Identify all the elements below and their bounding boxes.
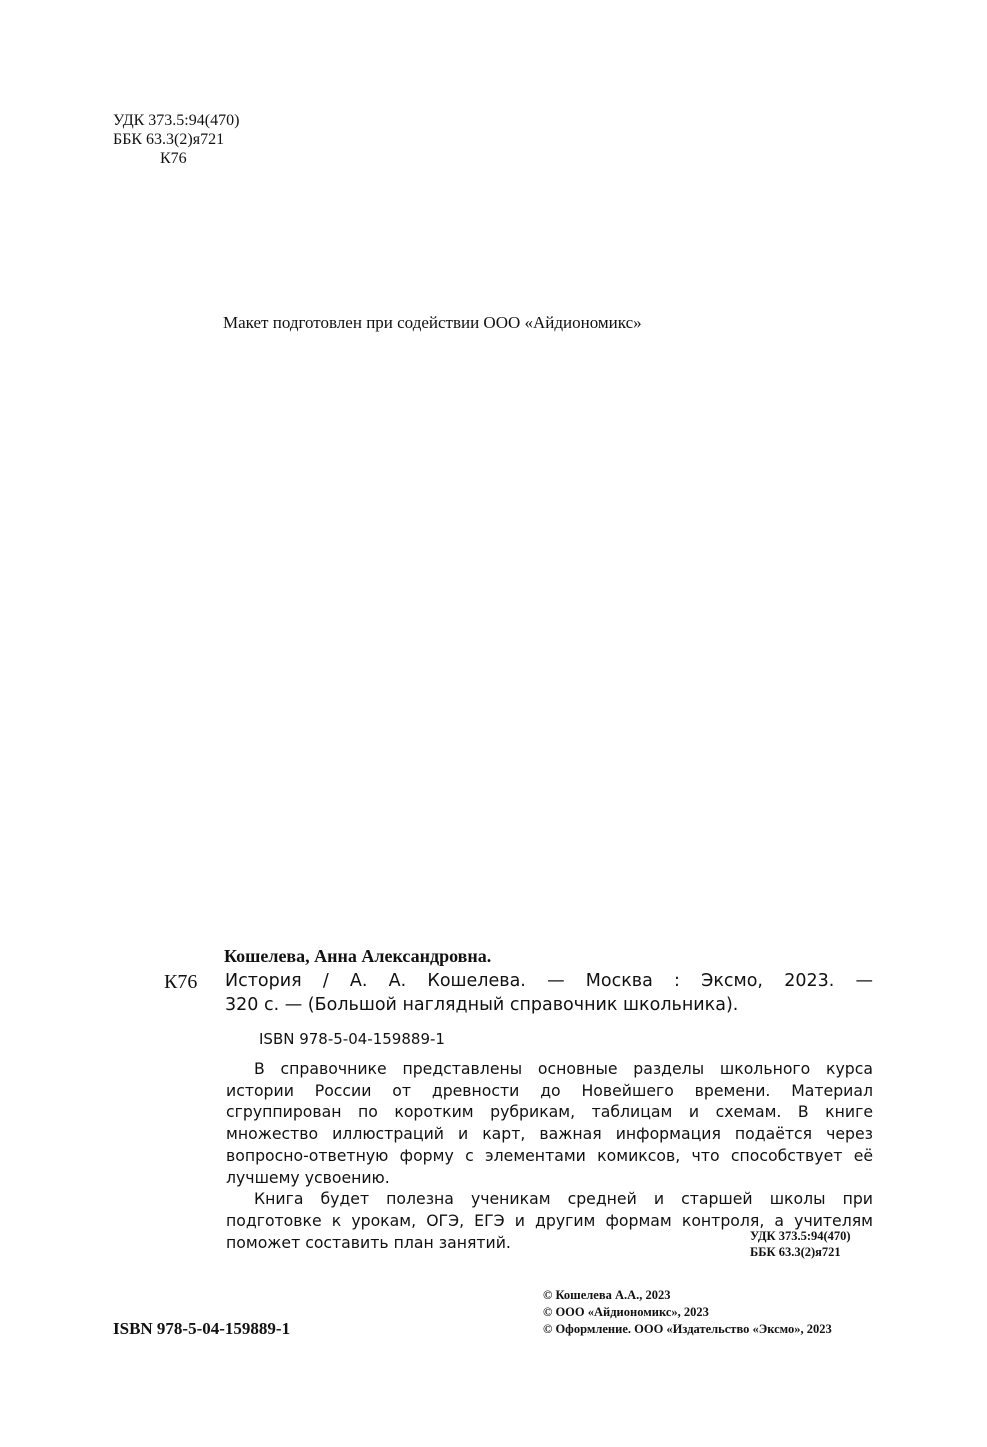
catalog-isbn: ISBN 978-5-04-159889-1	[259, 1030, 445, 1048]
bottom-udk-code: УДК 373.5:94(470)	[750, 1229, 851, 1243]
copyright-author: © Кошелева А.А., 2023	[543, 1288, 671, 1302]
catalog-author: Кошелева, Анна Александровна.	[224, 946, 492, 966]
copyright-eksmo: © Оформление. ООО «Издательство «Эксмо», 2023	[543, 1322, 832, 1336]
layout-credit: Макет подготовлен при содействии ООО «Айдиономикс»	[223, 313, 642, 332]
author-mark: К76	[160, 150, 187, 167]
catalog-description-line-2: 320 с. — (Большой наглядный справочник школьника).	[225, 995, 739, 1015]
abstract	[226, 1058, 873, 1253]
catalog-side-mark: К76	[164, 971, 198, 993]
bottom-bbk-code: ББК 63.3(2)я721	[750, 1245, 841, 1259]
udk-code: УДК 373.5:94(470)	[113, 112, 240, 129]
abstract-paragraph-2: Книга будет полезна ученикам средней и старшей школы при подготовке к урокам, ОГЭ, ЕГЭ и другим формам контроля, а учителям поможет составить план занятий.	[226, 1189, 873, 1252]
catalog-description-line-1: История / А. А. Кошелева. — Москва : Эксмо, 2023. —	[225, 971, 873, 991]
abstract-paragraph-1: В справочнике представлены основные разделы школьного курса истории России от древности до Новейшего времени. Материал сгруппирован по коротким рубрикам, таблицам и схемам. В книге множество иллюстраций и карт, важная информация подаётся через вопросно-ответную форму с элементами комиксов, что способствует её лучшему усвоению.	[226, 1059, 873, 1187]
bbk-code: ББК 63.3(2)я721	[113, 131, 225, 148]
footer-isbn: ISBN 978-5-04-159889-1	[113, 1319, 291, 1338]
copyright-aidionomiks: © ООО «Айдиономикс», 2023	[543, 1305, 709, 1319]
